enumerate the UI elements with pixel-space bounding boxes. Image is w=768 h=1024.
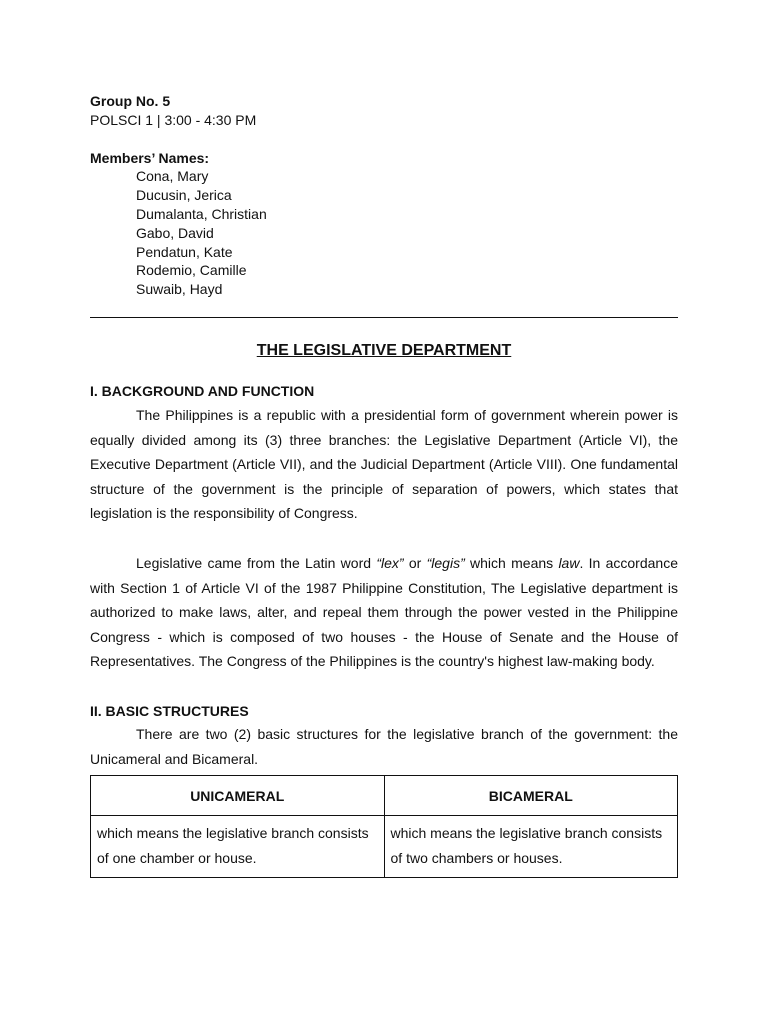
members-label: Members’ Names: xyxy=(90,150,210,166)
class-schedule: POLSCI 1 | 3:00 - 4:30 PM xyxy=(90,112,257,128)
column-header-bicameral: BICAMERAL xyxy=(384,776,678,816)
section-heading-structures: II. BASIC STRUCTURES xyxy=(90,703,249,719)
paragraph-background xyxy=(90,403,678,526)
column-header-unicameral: UNICAMERAL xyxy=(91,776,385,816)
member-name: Gabo, David xyxy=(136,225,214,241)
member-name: Dumalanta, Christian xyxy=(136,206,267,222)
structures-table xyxy=(90,775,678,878)
horizontal-divider xyxy=(90,317,678,318)
latin-word-lex: “lex” xyxy=(376,555,404,571)
latin-word-legis: “legis” xyxy=(426,555,465,571)
paragraph-text: . In accordance with Section 1 of Article VI of the 1987 Philippine Constitution, The Legislative department is authorized to make laws, alter, and repeal them through the power vested in the Philippine Congress - which is composed of two houses - the House of Senate and the House of Representatives. The Congress of the Philippines is the country's highest law-making body. xyxy=(90,555,678,670)
paragraph-structures-text: There are two (2) basic structures for the legislative branch of the government: the Unicameral and Bicameral. xyxy=(90,726,678,767)
table-header-row xyxy=(91,776,678,816)
paragraph-structures xyxy=(90,722,678,771)
section-heading-background: I. BACKGROUND AND FUNCTION xyxy=(90,383,315,399)
paragraph-text: or xyxy=(403,555,427,571)
paragraph-text: Legislative came from the Latin word xyxy=(136,555,377,571)
member-name: Rodemio, Camille xyxy=(136,262,247,278)
word-law: law xyxy=(558,555,580,571)
paragraph-etymology xyxy=(90,551,678,674)
member-name: Ducusin, Jerica xyxy=(136,187,232,203)
cell-bicameral-definition: which means the legislative branch consists of two chambers or houses. xyxy=(384,816,678,878)
group-number: Group No. 5 xyxy=(90,93,171,109)
document-title-text: THE LEGISLATIVE DEPARTMENT xyxy=(256,342,512,359)
member-name: Pendatun, Kate xyxy=(136,244,233,260)
paragraph-background-text: The Philippines is a republic with a presidential form of government wherein power is equally divided among its (3) three branches: the Legislative Department (Article VI), the Executive Department (Article VII), and the Judicial Department (Article VIII). One fundamental structure of the government is the principle of separation of powers, which states that legislation is the responsibility of Congress. xyxy=(90,407,678,522)
cell-unicameral-definition: which means the legislative branch consists of one chamber or house. xyxy=(91,816,385,878)
member-name: Suwaib, Hayd xyxy=(136,281,223,297)
table-row xyxy=(91,816,678,878)
paragraph-text: which means xyxy=(464,555,559,571)
document-title xyxy=(0,341,768,361)
member-name: Cona, Mary xyxy=(136,168,209,184)
